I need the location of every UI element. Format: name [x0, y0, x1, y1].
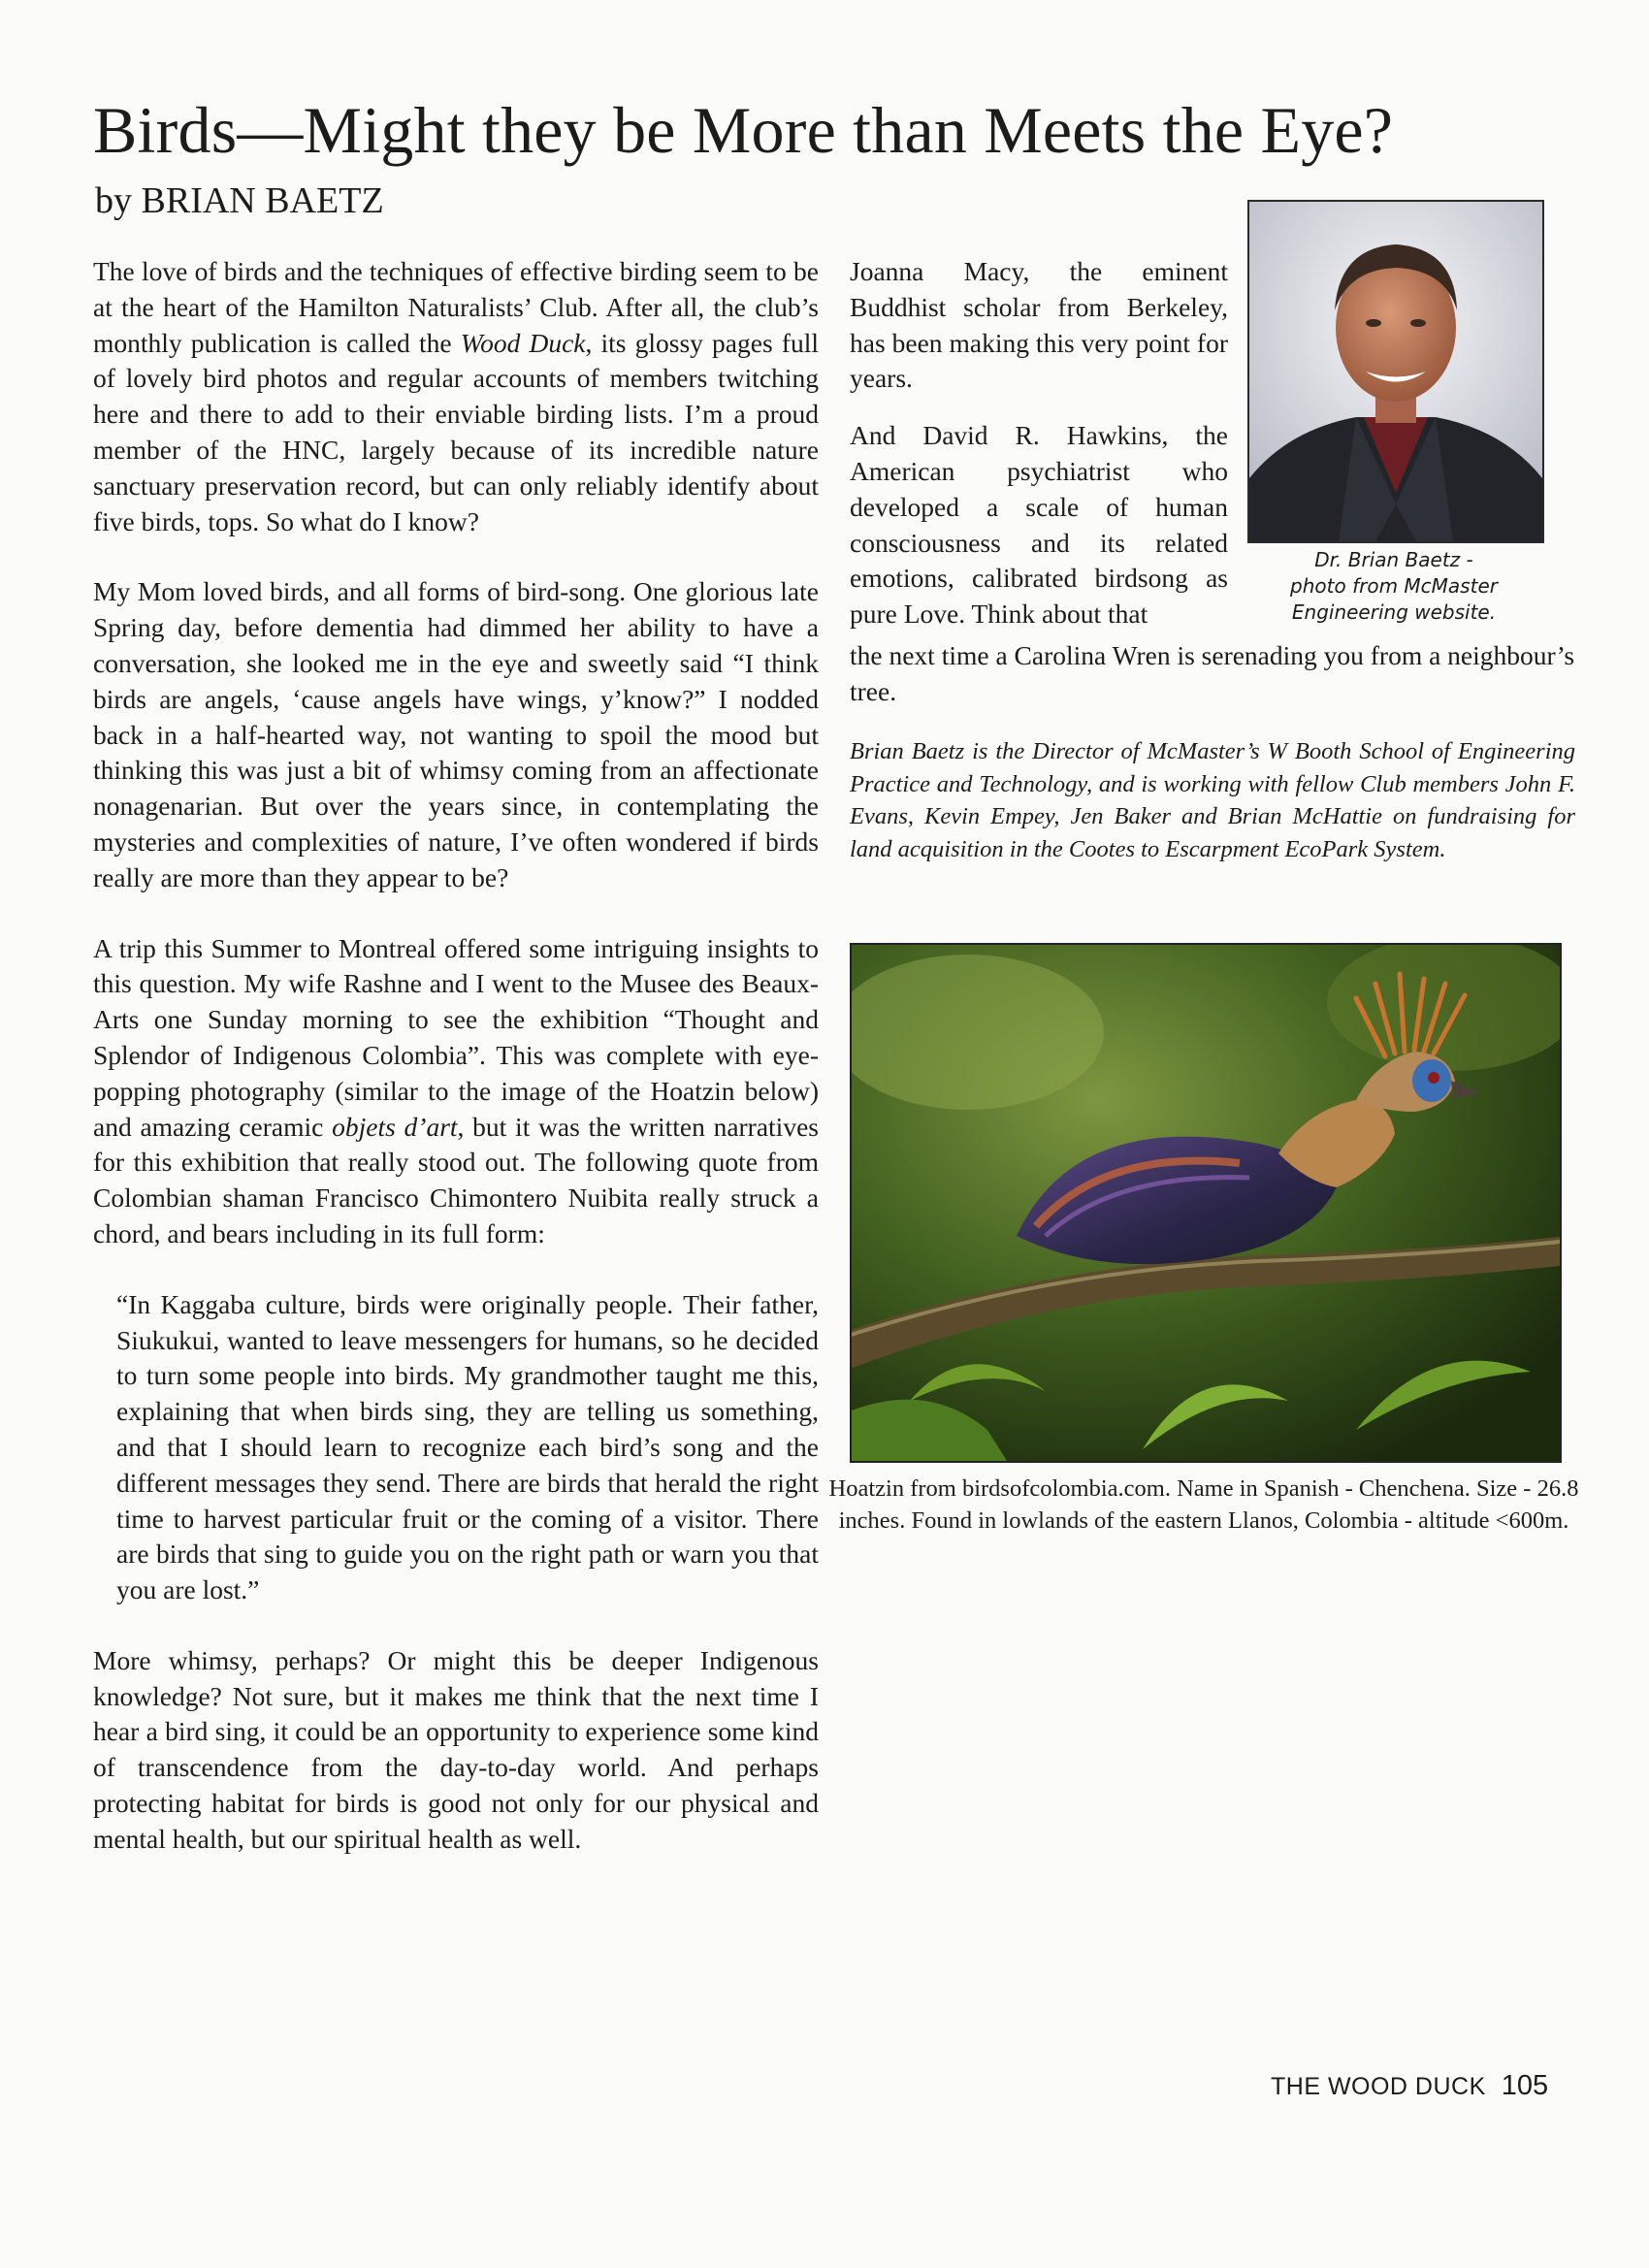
hoatzin-caption: Hoatzin from birdsofcolombia.com. Name in Spanish - Chenchena. Size - 26.8 inches. Found in lowlands of the eastern Llanos, Colombia - altitude <600m.: [828, 1475, 1579, 1534]
paragraph-1: The love of birds and the techniques of effective birding seem to be at the heart of the Hamilton Naturalists’ Club. After all, the club’s monthly publication is called the Wood Duck, its glossy pages full of lovely bird photos and regular accounts of members twitching here and there to add to their enviable birding lists. I’m a proud member of the HNC, largely because of its incredible nature sanctuary preservation record, but can only reliably identify about five birds, tops. So what do I know?: [93, 256, 819, 536]
paragraph-2: My Mom loved birds, and all forms of bird-song. One glorious late Spring day, before dementia had dimmed her ability to have a conversation, she looked me in the eye and sweetly said “I think birds are angels, ‘cause angels have wings, y’know?” I nodded back in a half-hearted way, not wanting to spoil the mood but thinking this was just a bit of whimsy coming from an affectionate nonagenarian. But over the years since, in contemplating the mysteries and complexities of nature, I’ve often wondered if birds really are more than they appear to be?: [93, 576, 819, 892]
right-column-continued: [850, 638, 1575, 710]
block-quote: “In Kaggaba culture, birds were originally people. Their father, Siukukui, wanted to leave messengers for humans, so he decided to turn some people into birds. My grandmother taught me this, explaining that when birds sing, they are telling us something, and that I should learn to recognize each bird’s song and the different messages they send. There are birds that herald the right time to harvest particular fruit or the coming of a visitor. There are birds that sing to guide you on the right path or warn you that you are lost.”: [116, 1288, 819, 1605]
author-portrait: [1247, 200, 1544, 543]
portrait-illustration: [1249, 202, 1542, 541]
article-byline: by BRIAN BAETZ: [95, 180, 384, 221]
right-column-narrow: [850, 254, 1228, 654]
publication-name: Wood Duck: [460, 327, 586, 358]
article-title: Birds—Might they be More than Meets the Eye?: [93, 93, 1394, 167]
portrait-caption: Dr. Brian Baetz - photo from McMaster Engineering website.: [1290, 548, 1498, 624]
paragraph-wren: the next time a Carolina Wren is serenading you from a neighbour’s tree.: [850, 640, 1575, 706]
hoatzin-illustration: [852, 945, 1560, 1461]
page-number: 105: [1501, 2070, 1549, 2101]
paragraph-macy: Joanna Macy, the eminent Buddhist scholar from Berkeley, has been making this very point for years.: [850, 256, 1228, 394]
page-footer: [1271, 2070, 1548, 2102]
publication-footer: THE WOOD DUCK: [1271, 2073, 1486, 2100]
hoatzin-photo: [850, 943, 1562, 1463]
left-column: [93, 254, 819, 1893]
author-bio: Brian Baetz is the Director of McMaster’s W Booth School of Engineering Practice and Technology, and is working with fellow Club members John F. Evans, Kevin Empey, Jen Baker and Brian McHattie on fundraising for land acquisition in the Cootes to Escarpment EcoPark System.: [850, 738, 1575, 862]
paragraph-3: A trip this Summer to Montreal offered some intriguing insights to this question. My wife Rashne and I went to the Musee des Beaux-Arts one Sunday morning to see the exhibition “Thought and Splendor of Indigenous Colombia”. This was complete with eye-popping photography (similar to the image of the Hoatzin below) and amazing ceramic objets d’art, but it was the written narratives for this exhibition that really stood out. The following quote from Colombian shaman Francisco Chimontero Nuibita really struck a chord, and bears including in its full form:: [93, 932, 819, 1248]
paragraph-hawkins: And David R. Hawkins, the American psychiatrist who developed a scale of human consciousness and its related emotions, calibrated birdsong as pure Love. Think about that: [850, 420, 1228, 630]
paragraph-4: More whimsy, perhaps? Or might this be deeper Indigenous knowledge? Not sure, but it makes me think that the next time I hear a bird sing, it could be an opportunity to experience some kind of transcendence from the day-to-day world. And perhaps protecting habitat for birds is good not only for our physical and mental health, but our spiritual health as well.: [93, 1644, 819, 1854]
